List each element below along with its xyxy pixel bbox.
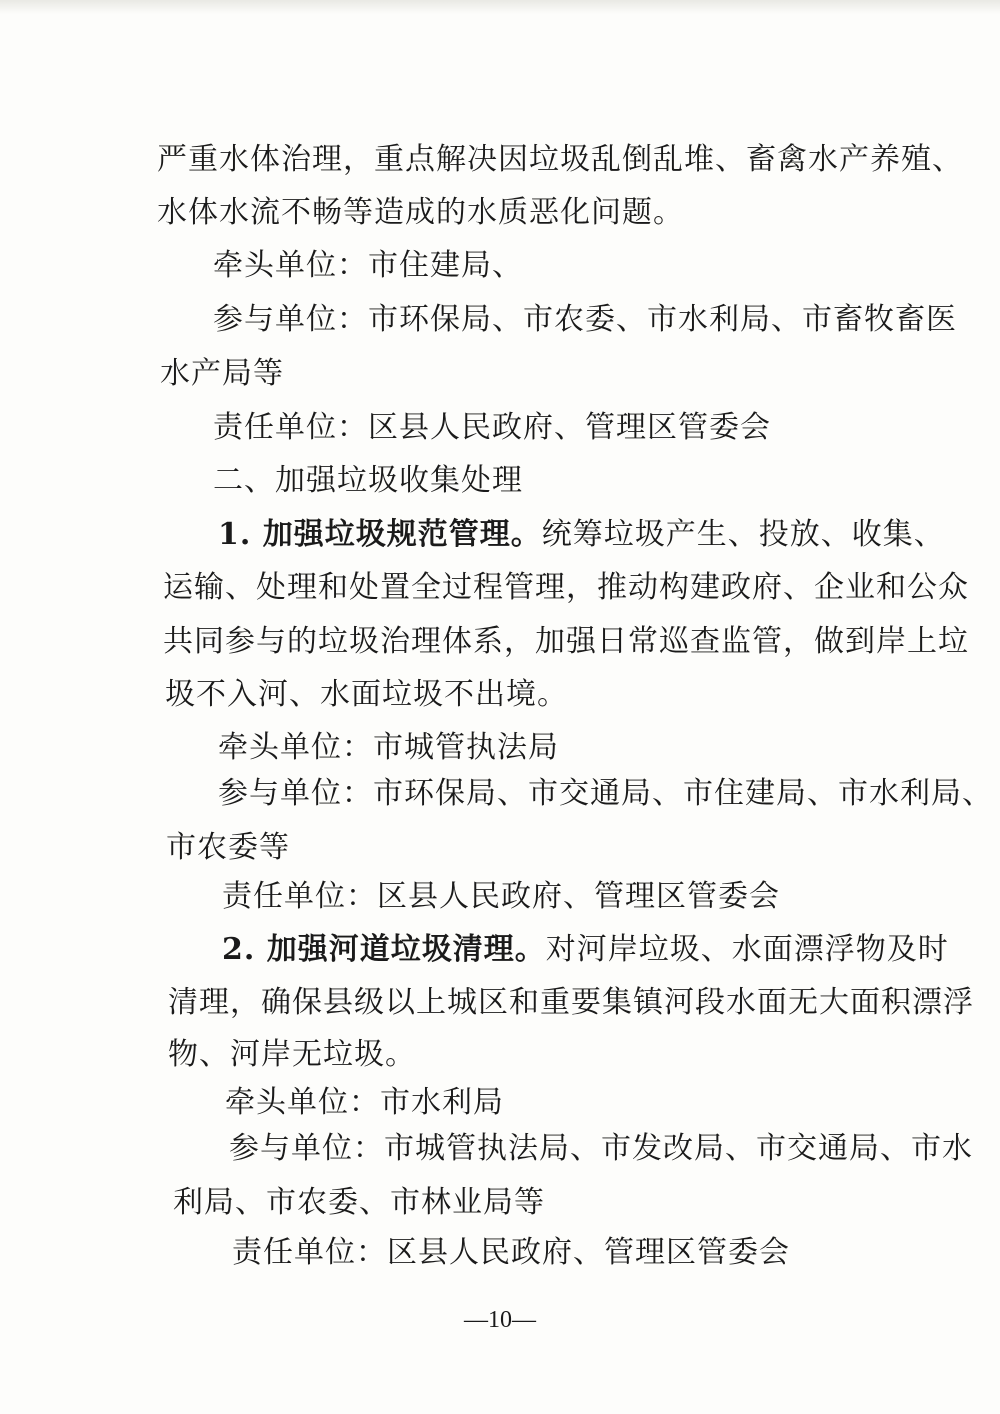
lead-unit-3: 牵头单位：市水利局 <box>225 1085 504 1120</box>
responsible-unit-3: 责任单位：区县人民政府、管理区管委会 <box>232 1235 790 1270</box>
participant-unit-3-cont: 利局、市农委、市林业局等 <box>173 1185 545 1220</box>
lead-unit-1: 牵头单位：市住建局、 <box>213 248 523 283</box>
item-2-line-3: 物、河岸无垃圾。 <box>168 1037 416 1072</box>
body-line-2: 水体水流不畅等造成的水质恶化问题。 <box>157 195 684 230</box>
section-heading-2: 二、加强垃圾收集处理 <box>213 463 523 498</box>
item-1-line-3: 共同参与的垃圾治理体系，加强日常巡查监管，做到岸上垃 <box>163 624 969 659</box>
item-1-line-4: 圾不入河、水面垃圾不出境。 <box>165 677 568 712</box>
item-2-line-2: 清理，确保县级以上城区和重要集镇河段水面无大面积漂浮 <box>168 985 974 1020</box>
page-number: —10— <box>464 1307 536 1333</box>
responsible-unit-1: 责任单位：区县人民政府、管理区管委会 <box>213 410 771 445</box>
scan-edge <box>0 0 1000 14</box>
participant-unit-3: 参与单位：市城管执法局、市发改局、市交通局、市水 <box>229 1131 973 1166</box>
participant-unit-1: 参与单位：市环保局、市农委、市水利局、市畜牧畜医 <box>213 302 957 337</box>
item-1-line-2: 运输、处理和处置全过程管理，推动构建政府、企业和公众 <box>163 570 969 605</box>
item-2-line-1 <box>222 930 949 970</box>
lead-unit-2: 牵头单位：市城管执法局 <box>218 730 559 765</box>
responsible-unit-2: 责任单位：区县人民政府、管理区管委会 <box>222 879 780 914</box>
participant-unit-1-cont: 水产局等 <box>160 356 284 391</box>
item-1-line-1 <box>218 515 945 555</box>
participant-unit-2: 参与单位：市环保局、市交通局、市住建局、市水利局、 <box>218 776 993 811</box>
item-2-text: 对河岸垃圾、水面漂浮物及时 <box>545 932 949 967</box>
item-1-text: 统筹垃圾产生、投放、收集、 <box>541 517 945 552</box>
item-1-title: 1. 加强垃圾规范管理。 <box>218 517 542 552</box>
participant-unit-2-cont: 市农委等 <box>166 830 290 865</box>
body-line-1: 严重水体治理，重点解决因垃圾乱倒乱堆、畜禽水产养殖、 <box>157 142 963 177</box>
item-2-title: 2. 加强河道垃圾清理。 <box>222 932 546 967</box>
